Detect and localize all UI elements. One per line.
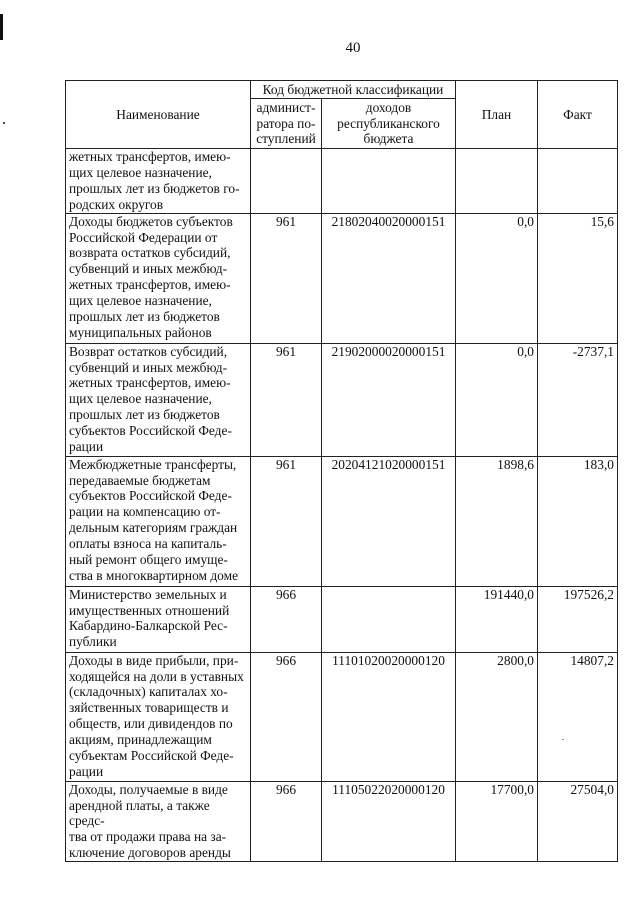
row-code: 11105022020000120 xyxy=(322,781,456,862)
row-plan: 0,0 xyxy=(456,213,538,343)
table-row xyxy=(66,781,618,862)
row-admin: 961 xyxy=(251,343,322,456)
row-name: Доходы, получаемые в виде арендной платы, а также средс- тва от продажи права на за- ключение договоров аренды xyxy=(66,781,251,862)
row-plan: 17700,0 xyxy=(456,781,538,862)
row-code: 20204121020000151 xyxy=(322,456,456,586)
header-admin: админист- ратора по- ступлений xyxy=(251,99,322,149)
table-row xyxy=(66,586,618,652)
row-admin: 961 xyxy=(251,213,322,343)
row-name: Возврат остатков субсидий, субвенций и иных межбюд- жетных трансфертов, имею- щих целевое назначение, прошлых лет из бюджетов субъектов Российской Феде- рации xyxy=(66,343,251,456)
row-plan xyxy=(456,149,538,214)
row-plan: 191440,0 xyxy=(456,586,538,652)
row-name: Министерство земельных и имущественных отношений Кабардино-Балкарской Рес- публики xyxy=(66,586,251,652)
row-admin: 961 xyxy=(251,456,322,586)
row-fact: 15,6 xyxy=(538,213,618,343)
row-admin: 966 xyxy=(251,781,322,862)
row-code: 21802040020000151 xyxy=(322,213,456,343)
row-code: 11101020020000120 xyxy=(322,652,456,781)
row-name: Доходы в виде прибыли, при- ходящейся на доли в уставных (складочных) капиталах хо- зяйственных товариществ и обществ, или дивидендов по акциям, принадлежащим субъектам Российской Феде- рации xyxy=(66,652,251,781)
row-code xyxy=(322,586,456,652)
row-name: жетных трансфертов, имею- щих целевое назначение, прошлых лет из бюджетов го- родских округов xyxy=(66,149,251,214)
row-admin xyxy=(251,149,322,214)
page-number: 40 xyxy=(345,40,361,56)
scan-speck xyxy=(3,122,5,124)
table-row xyxy=(66,343,618,456)
row-code xyxy=(322,149,456,214)
table-row xyxy=(66,456,618,586)
row-fact xyxy=(538,149,618,214)
row-admin: 966 xyxy=(251,652,322,781)
table-row xyxy=(66,213,618,343)
table-row xyxy=(66,652,618,781)
row-plan: 2800,0 xyxy=(456,652,538,781)
row-fact: 14807,2 xyxy=(538,652,618,781)
row-plan: 0,0 xyxy=(456,343,538,456)
header-income: доходов республиканского бюджета xyxy=(322,99,456,149)
header-name: Наименование xyxy=(66,81,251,149)
row-fact: 197526,2 xyxy=(538,586,618,652)
row-plan: 1898,6 xyxy=(456,456,538,586)
header-plan: План xyxy=(456,81,538,149)
row-fact: 183,0 xyxy=(538,456,618,586)
row-name: Межбюджетные трансферты, передаваемые бюджетам субъектов Российской Феде- рации на компенсацию от- дельным категориям граждан оплаты взноса на капиталь- ный ремонт общего имуще- ства в многоквартирном доме xyxy=(66,456,251,586)
header-fact: Факт xyxy=(538,81,618,149)
scan-edge-mark xyxy=(0,14,3,40)
row-admin: 966 xyxy=(251,586,322,652)
header-code-group: Код бюджетной классификации xyxy=(251,81,456,99)
row-name: Доходы бюджетов субъектов Российской Федерации от возврата остатков субсидий, субвенций и иных межбюд- жетных трансфертов, имею- щих целевое назначение, прошлых лет из бюджетов муниципальных районов xyxy=(66,213,251,343)
row-code: 21902000020000151 xyxy=(322,343,456,456)
table-row xyxy=(66,149,618,214)
scan-speck xyxy=(562,739,564,740)
budget-table xyxy=(65,80,618,862)
row-fact: 27504,0 xyxy=(538,781,618,862)
row-fact: -2737,1 xyxy=(538,343,618,456)
